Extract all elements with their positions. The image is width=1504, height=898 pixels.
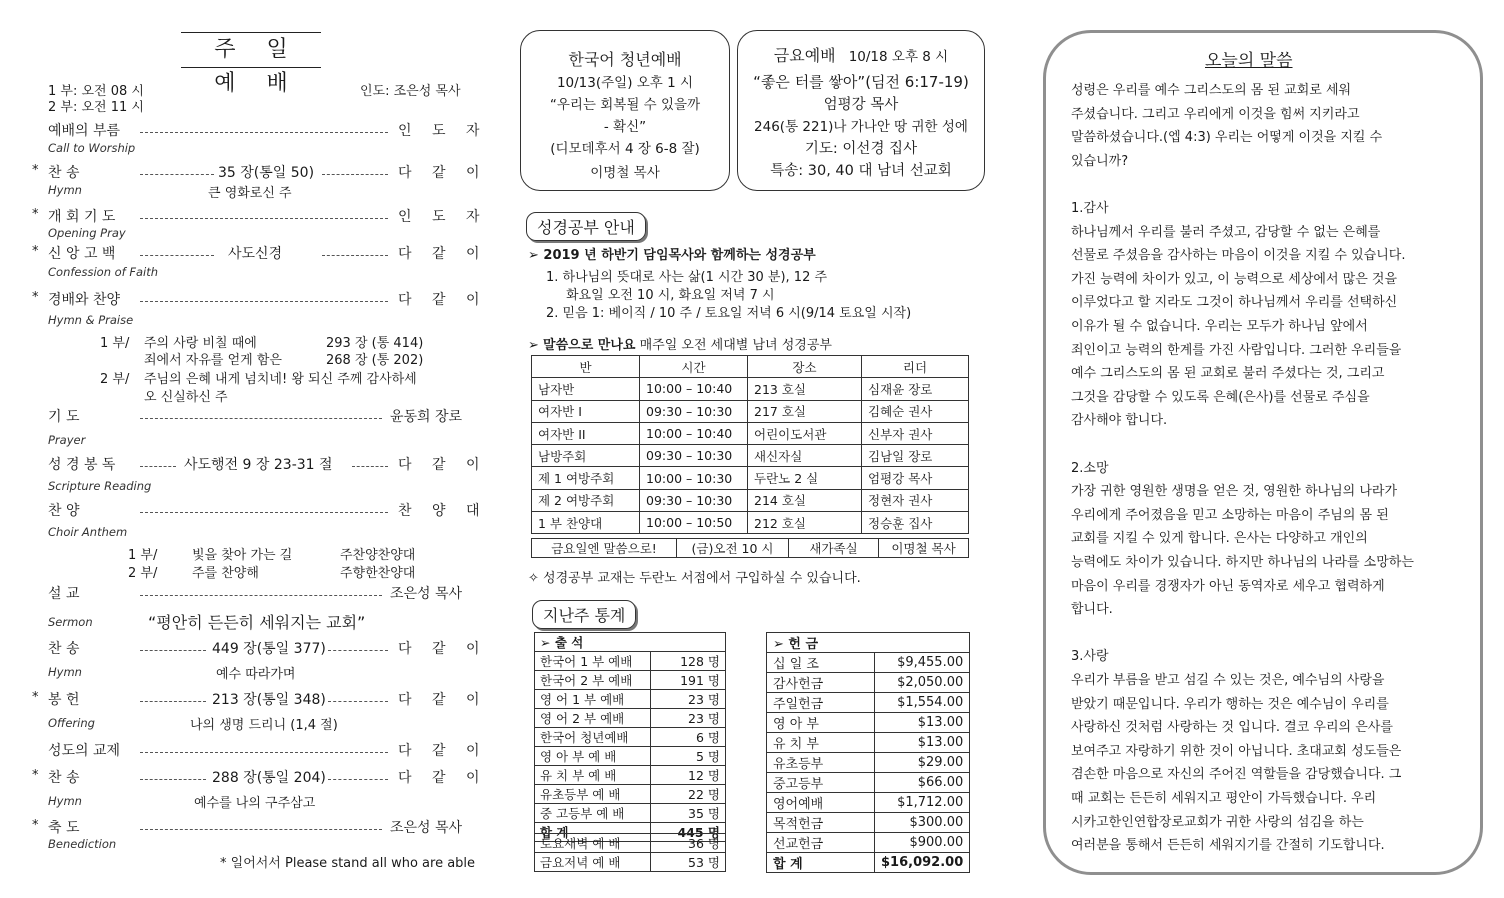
stand-marker: * [32, 207, 39, 222]
table-row [532, 400, 969, 422]
word-line: 겸손한 마음으로 자신의 주어진 역할들을 감당했습니다. 그 [1071, 767, 1402, 783]
table-cell: 제 1 여방주회 [532, 467, 640, 489]
table-cell: 정승훈 집사 [862, 512, 969, 534]
table-cell: 선교헌금 [767, 833, 875, 853]
table-cell: 09:30 – 10:30 [640, 400, 748, 422]
table-row [535, 690, 726, 709]
table-cell: 유 치 부 [767, 733, 875, 753]
word-line: 이루었다고 할 지라도 그것이 하나님께서 우리를 선택하신 [1071, 295, 1398, 311]
study-line-1: 1. 하나님의 뜻대로 사는 삶(1 시간 30 분), 12 주 [546, 270, 828, 285]
table-cell: 영 아 부 예 배 [535, 747, 651, 766]
table-cell: 35 명 [651, 804, 726, 823]
leader-dots [140, 218, 388, 219]
table-cell: $300.00 [875, 813, 970, 833]
study-column-header: 장소 [748, 356, 862, 378]
sermon-eng: Sermon [48, 615, 93, 629]
table-cell: $900.00 [875, 833, 970, 853]
praise-song-1b-no: 268 장 (통 202) [326, 353, 424, 368]
table-cell: 새신자실 [748, 445, 862, 467]
youth-pastor: 이명철 목사 [590, 165, 660, 181]
scripture-eng: Scripture Reading [48, 479, 152, 493]
worship-leader: 인도: 조은성 목사 [360, 84, 461, 99]
table-cell: 엄평강 목사 [862, 467, 969, 489]
table-row [532, 489, 969, 511]
hymn3-number: 288 장(통일 204) [212, 770, 326, 786]
sermon-title: “평안히 든든히 세워지는 교회” [148, 613, 366, 632]
praise-song-1a: 주의 사랑 비칠 때에 [144, 336, 257, 351]
table-cell: 영 어 2 부 예배 [535, 709, 651, 728]
word-line: 이유가 될 수 없습니다. 우리는 모두가 하나님 앞에서 [1071, 319, 1368, 334]
offering-eng: Offering [48, 716, 95, 730]
table-cell: 212 호실 [748, 512, 862, 534]
choir-part1-label: 1 부/ [128, 548, 158, 563]
weekday-attendance-rows [535, 834, 726, 872]
word-line: 1.감사 [1071, 201, 1109, 216]
table-row [767, 793, 970, 813]
study-line-3: 2. 믿음 1: 베이직 / 10 주 / 토요일 저녁 6 시(9/14 토요일 시작) [546, 306, 912, 321]
choir-1-name: 주찬양찬양대 [340, 548, 416, 563]
table-row [535, 804, 726, 823]
table-row [535, 709, 726, 728]
youth-service-title: 한국어 청년예배 [568, 50, 682, 69]
word-line: 죄인이고 능력의 한계를 가진 사람입니다. 그러한 우리들을 [1071, 342, 1402, 358]
table-cell: 217 호실 [748, 400, 862, 422]
word-line: 감사해야 합니다. [1071, 413, 1168, 429]
word-line: 받았기 때문입니다. 우리가 행하는 것은 예수님이 우리를 [1071, 696, 1389, 712]
leader-dots [140, 512, 388, 513]
table-cell: 10:00 – 10:40 [640, 378, 748, 400]
offering-label: 봉 헌 [48, 692, 80, 708]
table-cell: 어린이도서관 [748, 422, 862, 444]
friday-hymn: 246(통 221)나 가나안 땅 귀한 성에 [754, 119, 968, 135]
table-cell: 36 명 [651, 834, 726, 853]
table-row [532, 422, 969, 444]
table-cell: 10:00 – 10:30 [640, 467, 748, 489]
word-line: 그것을 감당할 수 있도록 은혜(은사)를 선물로 주심을 [1071, 389, 1370, 405]
table-cell: $2,050.00 [875, 673, 970, 693]
arrow-icon: ➢ [528, 338, 544, 353]
order-item-who: 다 같 이 [398, 165, 488, 181]
youth-sermon-line2: - 확신” [603, 119, 647, 135]
word-line: 하나님께서 우리를 불러 주셨고, 감당할 수 없는 은혜를 [1071, 224, 1381, 240]
offering-table [766, 632, 970, 873]
table-cell: 신부자 권사 [862, 422, 969, 444]
leader-dots [328, 701, 388, 702]
friday-service-box [737, 30, 985, 191]
hymn3-who: 다 같 이 [398, 770, 488, 786]
study-heading-2 [528, 334, 832, 353]
hymn3-title: 예수를 나의 구주삼고 [194, 796, 316, 811]
offering-header: ➢ 헌 금 [767, 633, 970, 653]
prayer-eng: Prayer [48, 433, 86, 447]
order-item-who: 인 도 자 [398, 209, 488, 225]
worship-order [0, 0, 500, 898]
table-row [767, 833, 970, 853]
stand-marker: * [32, 768, 39, 783]
scripture-who: 다 같 이 [398, 457, 488, 473]
word-line: 우리가 부름을 받고 섬길 수 있는 것은, 예수님의 사랑을 [1071, 673, 1385, 688]
table-cell: 영 아 부 [767, 713, 875, 733]
table-cell: $66.00 [875, 773, 970, 793]
friday-sermon: “좋은 터를 쌓아”(딤전 6:17-19) [753, 73, 969, 91]
leader-dots [140, 829, 382, 830]
leader-dots [140, 132, 388, 133]
table-cell: 목적헌금 [767, 813, 875, 833]
table-cell: 심재윤 장로 [862, 378, 969, 400]
table-cell: 남방주회 [532, 445, 640, 467]
weekday-attendance-table [534, 833, 726, 872]
table-cell: 10:00 – 10:40 [640, 422, 748, 444]
stand-note: * 일어서서 Please stand all who are able [220, 856, 476, 871]
order-item-label: 경배와 찬양 [48, 292, 121, 308]
study-column-header: 반 [532, 356, 640, 378]
word-line: 3.사랑 [1071, 649, 1109, 665]
stats-section-label: 지난주 통계 [532, 600, 636, 629]
study-table-body [532, 378, 969, 534]
table-cell: 한국어 청년예배 [535, 728, 651, 747]
table-cell: 여자반 II [532, 422, 640, 444]
praise-song-1b: 죄에서 자유를 얻게 함은 [144, 353, 282, 368]
order-item-detail: 사도신경 [228, 246, 283, 262]
table-row [532, 378, 969, 400]
prayer-label: 기 도 [48, 409, 80, 425]
study-note: ✧ 성경공부 교재는 두란노 서점에서 구입하실 수 있습니다. [528, 571, 861, 586]
youth-service-date: 10/13(주일) 오후 1 시 [556, 75, 694, 91]
table-cell: 191 명 [651, 671, 726, 690]
table-row [535, 728, 726, 747]
table-cell: 09:30 – 10:30 [640, 445, 748, 467]
table-row [535, 785, 726, 804]
attendance-table [534, 632, 726, 842]
table-cell: 12 명 [651, 766, 726, 785]
table-cell: 213 호실 [748, 378, 862, 400]
table-row [767, 673, 970, 693]
study-heading-1 [528, 244, 816, 263]
friday-preacher: 엄평강 목사 [823, 97, 899, 113]
prayer-person: 윤동희 장로 [390, 409, 463, 425]
leader-dots [140, 779, 206, 780]
table-cell: 53 명 [651, 853, 726, 872]
leader-dots [140, 255, 214, 256]
attendance-total-label: 합 계 [535, 823, 651, 842]
study-heading-2-bold: 말씀으로 만나요 [543, 338, 636, 353]
word-line: 있습니까? [1071, 153, 1129, 169]
benediction-eng: Benediction [48, 837, 117, 851]
choir-song-2: 주를 찬양해 [192, 566, 259, 581]
study-column-header: 시간 [640, 356, 748, 378]
table-cell: 128 명 [651, 652, 726, 671]
table-row [767, 693, 970, 713]
service-time-2: 2 부: 오전 11 시 [48, 100, 144, 115]
table-cell: $13.00 [875, 733, 970, 753]
table-cell: 1 부 찬양대 [532, 512, 640, 534]
table-row [532, 512, 969, 534]
table-row [767, 773, 970, 793]
table-row [532, 467, 969, 489]
praise-song-1a-no: 293 장 (통 414) [326, 336, 424, 351]
word-line: 성령은 우리를 예수 그리스도의 몸 된 교회로 세워 [1071, 83, 1352, 98]
offering-hymn: 213 장(통일 348) [212, 692, 326, 708]
attendance-rows [535, 652, 726, 823]
study-heading-1-text: 2019 년 하반기 담임목사와 함께하는 성경공부 [543, 248, 816, 263]
sermon-label: 설 교 [48, 586, 80, 602]
worship-title: 주 일 예 배 [181, 32, 321, 68]
table-row [535, 747, 726, 766]
order-item-eng: Opening Pray [48, 226, 126, 240]
table-row [535, 652, 726, 671]
table-cell: 유초등부 [767, 753, 875, 773]
table-cell: 영어예배 [767, 793, 875, 813]
table-cell: 한국어 2 부 예배 [535, 671, 651, 690]
table-cell: 09:30 – 10:30 [640, 489, 748, 511]
order-item-eng: Confession of Faith [48, 265, 159, 279]
table-cell: $1,712.00 [875, 793, 970, 813]
table-cell: 6 명 [651, 728, 726, 747]
study-table-header [532, 356, 969, 378]
praise-part1-label: 1 부/ [100, 336, 130, 351]
leader-dots [140, 752, 388, 753]
table-row [535, 834, 726, 853]
table-cell: 유 치 부 예 배 [535, 766, 651, 785]
order-item-eng: Hymn [48, 183, 82, 197]
table-cell: 214 호실 [748, 489, 862, 511]
stand-marker: * [32, 690, 39, 705]
friday-date: 10/18 오후 8 시 [848, 49, 949, 65]
fellowship-label: 성도의 교제 [48, 743, 121, 759]
benediction-label: 축 도 [48, 820, 80, 836]
study-section-label: 성경공부 안내 [526, 212, 646, 241]
table-cell: 제 2 여방주회 [532, 489, 640, 511]
word-line: 시카고한인연합장로교회가 귀한 사랑의 섬김을 하는 [1071, 814, 1364, 830]
table-cell: 두란노 2 실 [748, 467, 862, 489]
choir-who: 찬 양 대 [398, 503, 488, 519]
order-item-detail: 35 장(통일 50) [218, 165, 315, 181]
benediction-pastor: 조은성 목사 [390, 820, 463, 836]
scripture-label: 성 경 봉 독 [48, 457, 116, 473]
word-line: 여러분을 통해서 든든히 세워지기를 간절히 기도합니다. [1071, 838, 1385, 854]
leader-dots [328, 650, 388, 651]
hymn2-number: 449 장(통일 377) [212, 641, 326, 657]
friday-prayer: 기도: 이선경 집사 [804, 141, 918, 157]
youth-verse: (디모데후서 4 장 6-8 잘) [550, 141, 700, 157]
friday-title: 금요예배 [773, 46, 836, 65]
friday-study-table [531, 538, 969, 558]
order-item-label: 개 회 기 도 [48, 209, 116, 225]
word-line: 우리에게 주어졌음을 믿고 소망하는 마음이 주님의 몸 된 [1071, 507, 1389, 523]
service-time-1: 1 부: 오전 08 시 [48, 84, 144, 99]
study-table [531, 355, 969, 534]
table-cell: 영 어 1 부 예배 [535, 690, 651, 709]
table-cell: 이명철 목사 [879, 539, 969, 558]
study-column-header: 리더 [862, 356, 969, 378]
fellowship-who: 다 같 이 [398, 743, 488, 759]
order-item-song-title: 큰 영화로신 주 [208, 186, 292, 201]
table-cell: 김혜순 권사 [862, 400, 969, 422]
table-cell: $1,554.00 [875, 693, 970, 713]
table-cell: 유초등부 예 배 [535, 785, 651, 804]
choir-2-name: 주향한찬양대 [340, 566, 416, 581]
table-cell: 22 명 [651, 785, 726, 804]
scripture-passage: 사도행전 9 장 23-31 절 [184, 457, 333, 473]
stand-marker: * [32, 290, 39, 305]
friday-special: 특송: 30, 40 대 남녀 선교회 [770, 163, 952, 179]
word-line: 가장 귀한 영원한 생명을 얻은 것, 영원한 하나님의 나라가 [1071, 484, 1398, 500]
arrow-icon: ➢ [528, 248, 544, 263]
hymn3-label: 찬 송 [48, 770, 80, 786]
word-line: 합니다. [1071, 602, 1113, 618]
offering-total-label: 합 계 [767, 853, 875, 873]
order-item-label: 찬 송 [48, 165, 80, 181]
table-cell: 감사헌금 [767, 673, 875, 693]
attendance-header: ➢ 출 석 [535, 633, 726, 652]
table-cell: 금요저녁 예 배 [535, 853, 651, 872]
offering-who: 다 같 이 [398, 692, 488, 708]
word-line: 말씀하셨습니다.(엡 4:3) 우리는 어떻게 이것을 지킬 수 [1071, 130, 1383, 146]
leader-dots [328, 779, 388, 780]
table-row [767, 653, 970, 673]
word-line: 사랑하신 것처럼 사랑하는 것 입니다. 결코 우리의 은사를 [1071, 720, 1393, 736]
order-item-label: 예배의 부름 [48, 123, 121, 139]
table-cell: 토요새벽 예 배 [535, 834, 651, 853]
friday-study-row [532, 539, 969, 558]
leader-dots [352, 466, 388, 467]
praise-part2-label: 2 부/ [100, 372, 130, 387]
table-cell: 십 일 조 [767, 653, 875, 673]
praise-song-2-line1: 주님의 은혜 내게 넘치네! 왕 되신 주께 감사하세 [144, 372, 417, 387]
word-line: 예수 그리스도의 몸 된 교회로 불러 주셨다는 것, 그리고 [1071, 366, 1385, 382]
leader-dots [140, 595, 382, 596]
table-cell: 김남일 장로 [862, 445, 969, 467]
hymn2-label: 찬 송 [48, 641, 80, 657]
table-cell: $13.00 [875, 713, 970, 733]
offering-rows [767, 653, 970, 853]
table-row [535, 853, 726, 872]
order-item-eng: Call to Worship [48, 141, 136, 155]
youth-service-box [520, 30, 730, 191]
table-cell: 남자반 [532, 378, 640, 400]
order-item-label: 신 앙 고 백 [48, 246, 116, 262]
leader-dots [140, 418, 382, 419]
offering-total-value: $16,092.00 [875, 853, 970, 873]
word-line: 때 교회는 든든히 세워지고 평안이 가득했습니다. 우리 [1071, 791, 1377, 806]
leader-dots [140, 301, 388, 302]
word-line: 주셨습니다. 그리고 우리에게 이것을 힘써 지키라고 [1071, 106, 1360, 122]
table-cell: $29.00 [875, 753, 970, 773]
order-item-who: 다 같 이 [398, 292, 488, 308]
table-row [532, 445, 969, 467]
table-cell: 한국어 1 부 예배 [535, 652, 651, 671]
table-cell: 주일헌금 [767, 693, 875, 713]
word-line: 가진 능력에 차이가 있고, 이 능력으로 세상에서 많은 것을 [1071, 271, 1398, 287]
word-line: 보여주고 자랑하기 위한 것이 아닙니다. 초대교회 성도들은 [1071, 743, 1402, 759]
table-row [767, 713, 970, 733]
table-cell: 23 명 [651, 690, 726, 709]
table-cell: $9,455.00 [875, 653, 970, 673]
table-cell: 10:00 – 10:50 [640, 512, 748, 534]
leader-dots [140, 174, 214, 175]
table-row [535, 766, 726, 785]
leader-dots [322, 174, 388, 175]
stand-marker: * [32, 818, 39, 833]
table-row [767, 753, 970, 773]
table-row [535, 671, 726, 690]
leader-dots [140, 701, 206, 702]
study-line-2: 화요일 오전 10 시, 화요일 저녁 7 시 [566, 288, 775, 303]
word-line: 마음이 우리를 경쟁자가 아닌 동역자로 세우고 협력하게 [1071, 578, 1385, 594]
table-cell: 중고등부 [767, 773, 875, 793]
order-item-eng: Hymn & Praise [48, 313, 134, 327]
word-line: 능력에도 차이가 있습니다. 하지만 하나님의 나라를 소망하는 [1071, 555, 1414, 570]
stand-marker: * [32, 163, 39, 178]
hymn2-eng: Hymn [48, 665, 82, 679]
leader-dots [140, 650, 206, 651]
hymn2-who: 다 같 이 [398, 641, 488, 657]
leader-dots [140, 466, 176, 467]
word-line: 선물로 주셨음을 감사하는 마음이 이것을 지킬 수 있습니다. [1071, 248, 1406, 264]
table-cell: 새가족실 [789, 539, 879, 558]
word-line: 교회를 지킬 수 있게 합니다. 은사는 다양하고 개인의 [1071, 531, 1368, 547]
table-cell: 중 고등부 예 배 [535, 804, 651, 823]
praise-song-2-line2: 오 신실하신 주 [144, 390, 228, 405]
word-line: 2.소망 [1071, 460, 1109, 476]
table-cell: 23 명 [651, 709, 726, 728]
choir-song-1: 빛을 찾아 가는 길 [192, 548, 293, 563]
offering-title: 나의 생명 드리니 (1,4 절) [190, 718, 338, 733]
todays-word-title: 오늘의 말씀 [1205, 51, 1293, 71]
attendance-total-value: 445 명 [651, 823, 726, 842]
table-cell: 정현자 권사 [862, 489, 969, 511]
order-item-who: 인 도 자 [398, 123, 488, 139]
table-cell: 금요일엔 말씀으로! [532, 539, 677, 558]
table-cell: 5 명 [651, 747, 726, 766]
table-row [767, 813, 970, 833]
hymn3-eng: Hymn [48, 794, 82, 808]
youth-sermon-line1: “우리는 회복될 수 있을까 [549, 97, 701, 113]
stand-marker: * [32, 244, 39, 259]
choir-label: 찬 양 [48, 503, 80, 519]
hymn2-title: 예수 따라가며 [216, 667, 296, 682]
study-heading-2-text: 매주일 오전 세대별 남녀 성경공부 [639, 338, 832, 353]
table-cell: (금)오전 10 시 [677, 539, 789, 558]
leader-dots [322, 255, 388, 256]
order-item-who: 다 같 이 [398, 246, 488, 262]
table-cell: 여자반 I [532, 400, 640, 422]
sermon-preacher: 조은성 목사 [390, 586, 463, 602]
table-row [767, 733, 970, 753]
choir-part2-label: 2 부/ [128, 566, 158, 581]
choir-eng: Choir Anthem [48, 525, 128, 539]
